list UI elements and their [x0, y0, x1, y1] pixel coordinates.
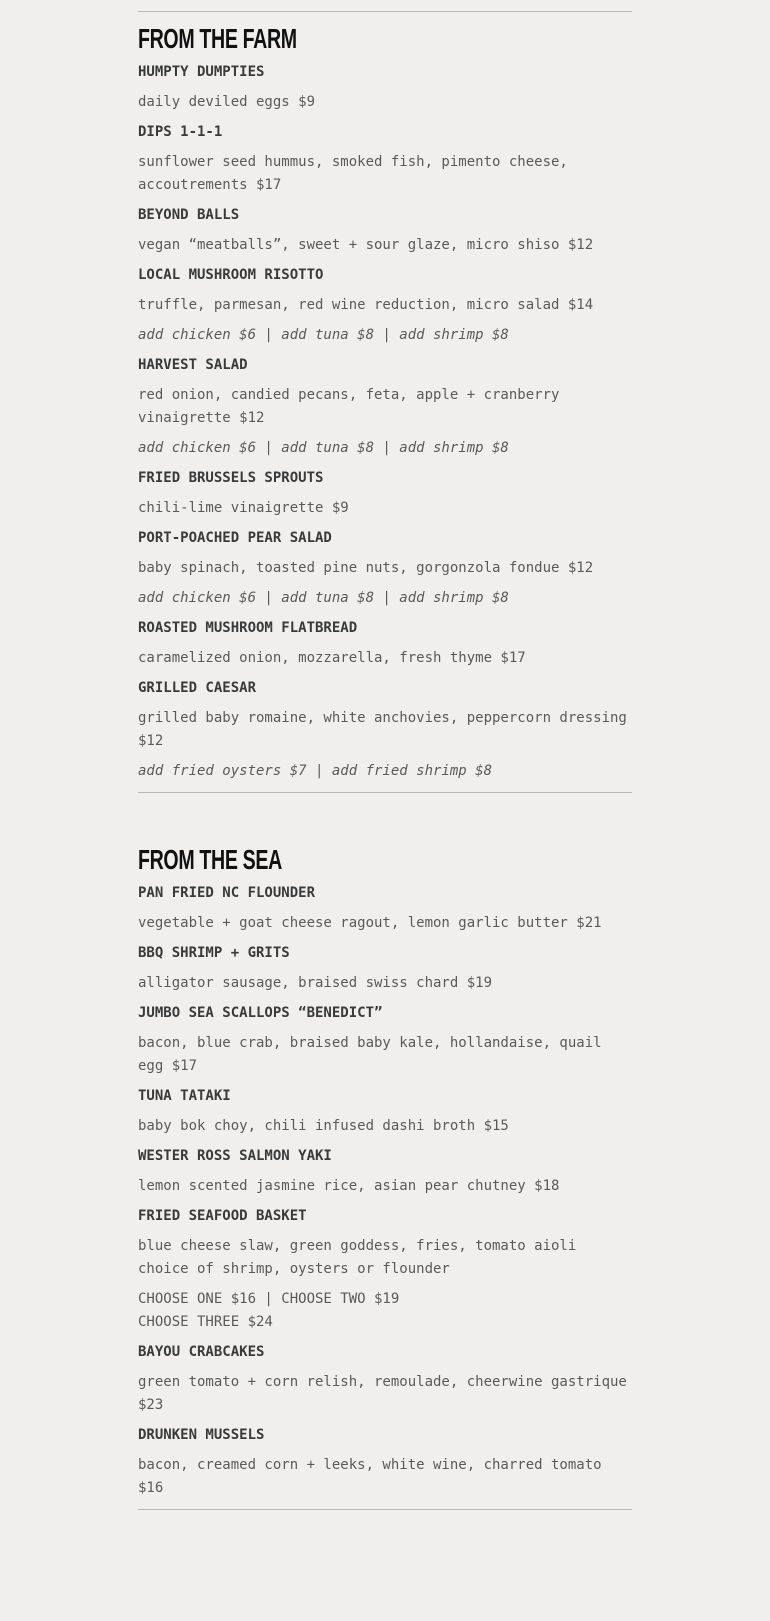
menu-item-description: alligator sausage, braised swiss chard $19 [138, 975, 493, 991]
menu-item-name: BEYOND BALLS [138, 207, 240, 223]
menu-item-name: DIPS 1-1-1 [138, 124, 223, 140]
menu-item-name: PAN FRIED NC FLOUNDER [138, 885, 316, 901]
menu [138, 0, 632, 1510]
menu-item-description: bacon, blue crab, braised baby kale, hollandaise, quail egg $17 [138, 1035, 602, 1074]
menu-item-description: daily deviled eggs $9 [138, 94, 316, 110]
menu-item-description: baby bok choy, chili infused dashi broth $15 [138, 1118, 509, 1134]
menu-item-description: caramelized onion, mozzarella, fresh thyme $17 [138, 650, 526, 666]
section-divider-top [138, 11, 632, 12]
menu-item-name: JUMBO SEA SCALLOPS “BENEDICT” [138, 1005, 383, 1021]
menu-item-name: FRIED SEAFOOD BASKET [138, 1208, 307, 1224]
menu-item-description: sunflower seed hummus, smoked fish, pimento cheese, accoutrements $17 [138, 154, 568, 193]
menu-item-name: BAYOU CRABCAKES [138, 1344, 265, 1360]
menu-item-description: bacon, creamed corn + leeks, white wine, charred tomato $16 [138, 1457, 602, 1496]
menu-item-name: PORT-POACHED PEAR SALAD [138, 530, 332, 546]
section-title: FROM THE FARM [138, 23, 297, 54]
menu-item-description: chili-lime vinaigrette $9 [138, 500, 349, 516]
section-title: FROM THE SEA [138, 844, 282, 875]
menu-item-name: HARVEST SALAD [138, 357, 248, 373]
menu-item-pricing-options: CHOOSE ONE $16 | CHOOSE TWO $19 CHOOSE THREE $24 [138, 1291, 400, 1330]
menu-item-name: DRUNKEN MUSSELS [138, 1427, 265, 1443]
section-divider [138, 792, 632, 793]
menu-item-addons: add chicken $6 | add tuna $8 | add shrimp $8 [138, 590, 509, 606]
menu-item-name: LOCAL MUSHROOM RISOTTO [138, 267, 324, 283]
menu-item-addons: add fried oysters $7 | add fried shrimp $8 [138, 763, 493, 779]
menu-section-farm [138, 24, 632, 793]
menu-item-description: red onion, candied pecans, feta, apple + cranberry vinaigrette $12 [138, 387, 560, 426]
menu-item-name: FRIED BRUSSELS SPROUTS [138, 470, 324, 486]
menu-item-name: TUNA TATAKI [138, 1088, 231, 1104]
menu-item-description: lemon scented jasmine rice, asian pear chutney $18 [138, 1178, 560, 1194]
menu-item-description: green tomato + corn relish, remoulade, cheerwine gastrique $23 [138, 1374, 627, 1413]
menu-item-description: truffle, parmesan, red wine reduction, micro salad $14 [138, 297, 594, 313]
menu-item-addons: add chicken $6 | add tuna $8 | add shrimp $8 [138, 327, 509, 343]
menu-item-name: HUMPTY DUMPTIES [138, 64, 265, 80]
menu-item-addons: add chicken $6 | add tuna $8 | add shrimp $8 [138, 440, 509, 456]
menu-item-description: vegetable + goat cheese ragout, lemon garlic butter $21 [138, 915, 602, 931]
menu-section-sea [138, 845, 632, 1510]
menu-item-description: vegan “meatballs”, sweet + sour glaze, micro shiso $12 [138, 237, 594, 253]
menu-item-name: GRILLED CAESAR [138, 680, 257, 696]
menu-item-description: grilled baby romaine, white anchovies, peppercorn dressing $12 [138, 710, 627, 749]
menu-item-name: ROASTED MUSHROOM FLATBREAD [138, 620, 358, 636]
menu-item-name: WESTER ROSS SALMON YAKI [138, 1148, 332, 1164]
section-divider [138, 1509, 632, 1510]
menu-item-name: BBQ SHRIMP + GRITS [138, 945, 290, 961]
menu-item-description: baby spinach, toasted pine nuts, gorgonzola fondue $12 [138, 560, 594, 576]
menu-item-description: blue cheese slaw, green goddess, fries, tomato aioli choice of shrimp, oysters or flounder [138, 1238, 577, 1277]
menu-sections [138, 24, 632, 1510]
